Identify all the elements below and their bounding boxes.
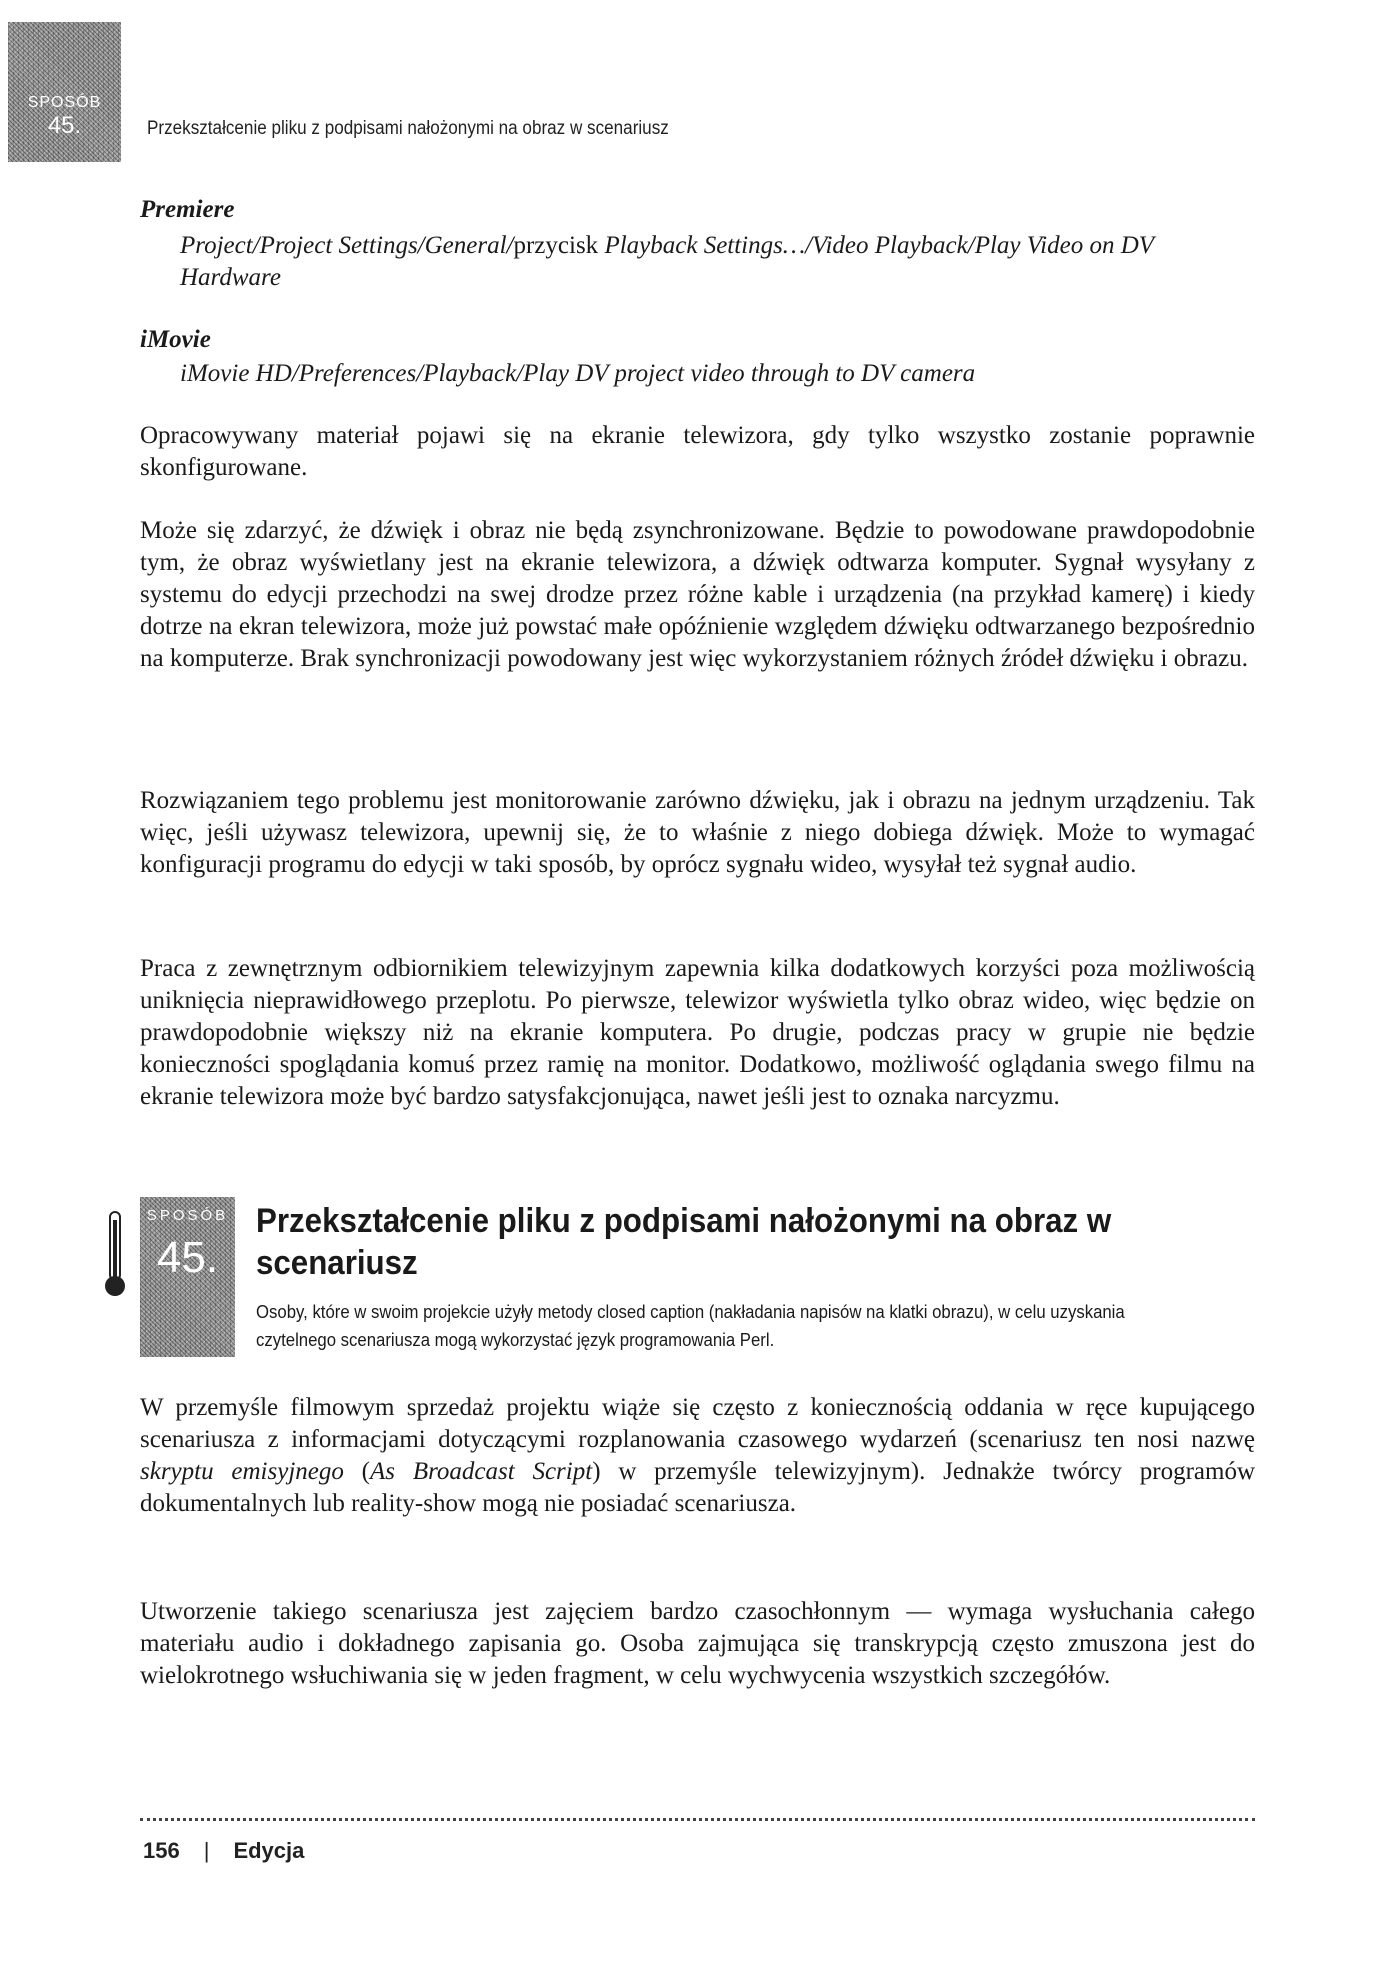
premiere-path-upright: przycisk xyxy=(513,232,599,259)
imovie-term: iMovie xyxy=(140,326,211,353)
running-header-title: Przekształcenie pliku z podpisami nałożonymi na obraz w scenariusz xyxy=(147,118,669,139)
thermometer-icon xyxy=(103,1210,127,1300)
chapter-name: Edycja xyxy=(233,1838,305,1863)
footer-separator: | xyxy=(203,1838,210,1863)
emphasis-term: As Broadcast Script xyxy=(370,1458,593,1485)
page-number: 156 xyxy=(143,1838,180,1863)
header-hack-badge xyxy=(8,22,121,162)
hack-title: Przekształcenie pliku z podpisami nałożonymi na obraz w scenariusz xyxy=(256,1202,1112,1282)
emphasis-term: skryptu emisyjnego xyxy=(140,1458,344,1485)
premiere-path-part1: Project/Project Settings/General/ xyxy=(180,232,514,259)
footer-rule xyxy=(140,1818,1255,1821)
hack-badge-number: 45. xyxy=(156,1233,219,1282)
imovie-menu-path: iMovie HD/Preferences/Playback/Play DV project video through to DV camera xyxy=(180,360,976,387)
paragraph: Rozwiązaniem tego problemu jest monitorowanie zarówno dźwięku, jak i obrazu na jednym urządzeniu. Tak więc, jeśli używasz telewizora, upewnij się, że to właśnie z niego dobiega dźwięk. Może to wymagać konfiguracji programu do edycji w taki sposób, by oprócz sygnału wideo, wysyłał też sygnał audio. xyxy=(140,787,1255,878)
premiere-path-part2: Playback Settings…/Video Playback/Play Video on DV Hardware xyxy=(180,232,1154,291)
paragraph: Może się zdarzyć, że dźwięk i obraz nie będą zsynchronizowane. Będzie to powodowane prawdopodobnie tym, że obraz wyświetlany jest na ekranie telewizora, a dźwięk odtwarza komputer. Sygnał wysyłany z systemu do edycji przechodzi na swej drodze przez różne kable i urządzenia (na przykład kamerę) i kiedy dotrze na ekran telewizora, może już powstać małe opóźnienie względem dźwięku odtwarzanego bezpośrednio na komputerze. Brak synchronizacji powodowany jest więc wykorzystaniem różnych źródeł dźwięku i obrazu. xyxy=(140,517,1255,672)
header-badge-word: SPOSÓB xyxy=(27,94,102,111)
hack-description: Osoby, które w swoim projekcie użyły metody closed caption (nakładania napisów na klatki obrazu), w celu uzyskania czytelnego scenariusza mogą wykorzystać język programowania Perl. xyxy=(256,1302,1125,1350)
hack-badge-word: SPOSÓB xyxy=(146,1207,229,1224)
paragraph: Utworzenie takiego scenariusza jest zajęciem bardzo czasochłonnym — wymaga wysłuchania całego materiału audio i dokładnego zapisania go. Osoba zajmująca się transkrypcją często zmuszona jest do wielokrotnego wsłuchiwania się w jeden fragment, w celu wychwycenia wszystkich szczegółów. xyxy=(140,1598,1255,1689)
header-badge-number: 45. xyxy=(47,112,82,139)
paragraph xyxy=(140,1392,1255,1520)
paragraph-text: ( xyxy=(343,1458,371,1485)
hack-number-badge xyxy=(140,1197,235,1357)
page-footer xyxy=(143,1838,304,1864)
paragraph: Opracowywany materiał pojawi się na ekranie telewizora, gdy tylko wszystko zostanie poprawnie skonfigurowane. xyxy=(140,422,1255,481)
premiere-menu-path xyxy=(180,230,1240,294)
paragraph-text: ) w przemyśle telewizyjnym). Jednakże twórcy programów dokumentalnych lub reality-show mogą nie posiadać scenariusza. xyxy=(140,1458,1256,1517)
paragraph: Praca z zewnętrznym odbiornikiem telewizyjnym zapewnia kilka dodatkowych korzyści poza możliwością uniknięcia nieprawidłowego przeplotu. Po pierwsze, telewizor wyświetla tylko obraz wideo, więc będzie on prawdopodobnie większy niż na ekranie komputera. Po drugie, podczas pracy w grupie nie będzie konieczności spoglądania komuś przez ramię na monitor. Dodatkowo, możliwość oglądania swego filmu na ekranie telewizora może być bardzo satysfakcjonująca, nawet jeśli jest to oznaka narcyzmu. xyxy=(140,955,1255,1110)
premiere-term: Premiere xyxy=(140,196,235,223)
paragraph-text: W przemyśle filmowym sprzedaż projektu wiąże się często z koniecznością oddania w ręce kupującego scenariusza z informacjami dotyczącymi rozplanowania czasowego wydarzeń (scenariusz ten nosi nazwę xyxy=(140,1394,1255,1453)
